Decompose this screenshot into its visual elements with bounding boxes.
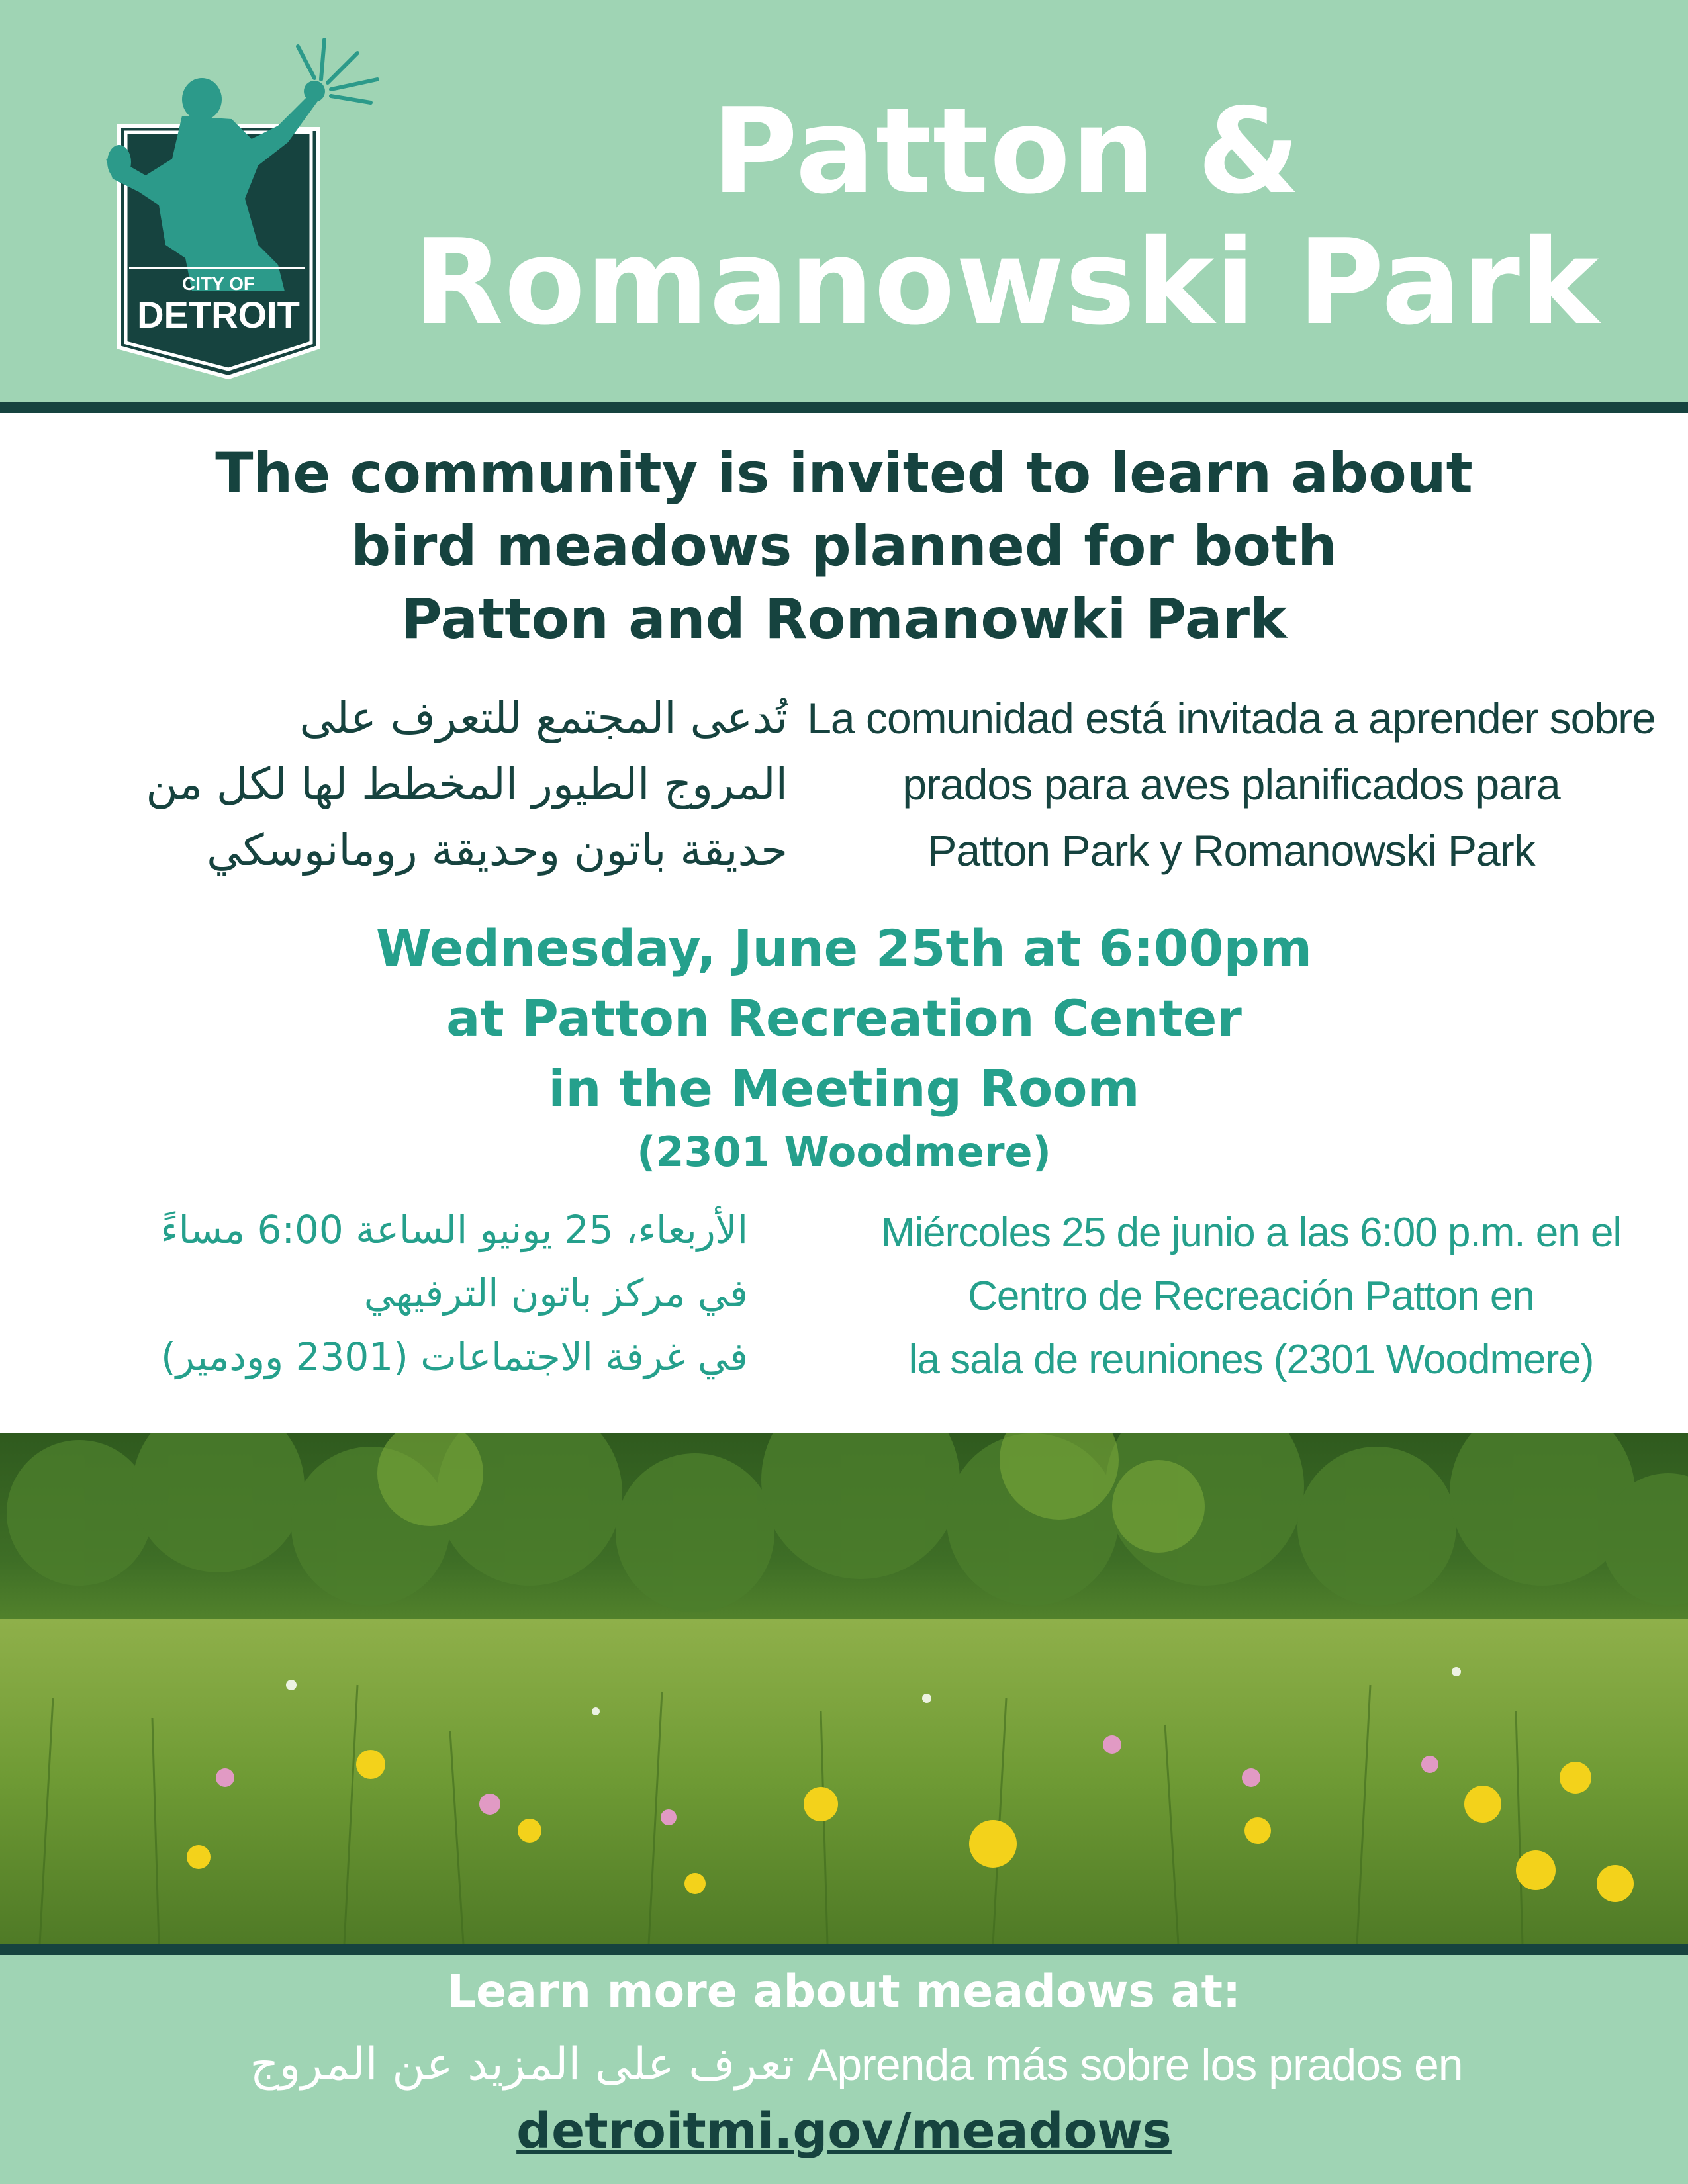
intro-arabic-line1: تُدعى المجتمع للتعرف على [299,692,788,743]
intro-spanish-line3: Patton Park y Romanowski Park [927,826,1535,875]
footer-divider [0,1944,1688,1955]
footer-spanish-text: Aprenda más sobre los prados en [808,2040,1463,2090]
logo-text-line2: DETROIT [137,294,300,336]
title-line1: Patton & [711,83,1301,220]
footer-link-container [0,2095,1688,2167]
event-arabic-line2: في مركز باتون الترفيهي [363,1271,748,1316]
logo-text-line1: CITY OF [182,273,255,294]
meadows-website-link[interactable]: detroitmi.gov/meadows [516,2103,1172,2160]
footer-heading: Learn more about meadows at: [447,1966,1241,2018]
intro-arabic-line3: حديقة باتون وحديقة رومانوسكي [207,825,788,876]
intro-spanish-line1: La comunidad está invitada a aprender sobre [807,694,1656,743]
event-address: (2301 Woodmere) [637,1128,1051,1176]
page-title [391,83,1622,351]
intro-line2: bird meadows planned for both [351,514,1337,578]
wildflower-meadow-photo [0,1433,1688,1944]
event-arabic-line3: في غرفة الاجتماعات (2301 وودمير) [161,1334,748,1379]
header-divider [0,402,1688,413]
event-spanish [821,1201,1681,1392]
event-spanish-line2: Centro de Recreación Patton en [968,1273,1534,1319]
event-arabic [66,1198,748,1388]
footer-arabic-text: تعرف على المزيد عن المروج [250,2038,794,2091]
event-venue: at Patton Recreation Center [446,989,1242,1048]
intro-english [66,437,1622,655]
event-arabic-line1: الأربعاء، 25 يونيو الساعة 6:00 مساءً [160,1207,748,1252]
intro-line1: The community is invited to learn about [215,441,1473,506]
event-spanish-line3: la sala de reuniones (2301 Woodmere) [908,1337,1594,1383]
city-of-detroit-logo[interactable] [60,26,404,384]
event-room: in the Meeting Room [548,1059,1140,1118]
intro-spanish-line2: prados para aves planificados para [902,760,1560,809]
title-line2: Romanowski Park [412,214,1600,351]
event-details [66,913,1622,1181]
event-spanish-line1: Miércoles 25 de junio a las 6:00 p.m. en el [880,1210,1622,1255]
event-date-time: Wednesday, June 25th at 6:00pm [375,919,1313,978]
intro-arabic-line2: المروج الطيور المخطط لها لكل من [146,758,788,809]
intro-arabic [26,685,788,884]
intro-line3: Patton and Romanowki Park [401,586,1287,651]
intro-spanish [788,685,1675,884]
